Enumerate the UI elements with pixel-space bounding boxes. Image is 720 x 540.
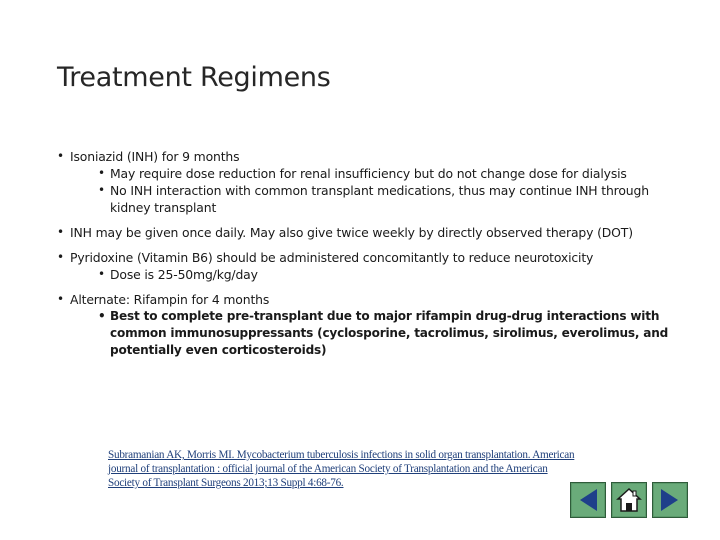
next-button[interactable] bbox=[652, 482, 688, 518]
bullet-item bbox=[57, 148, 677, 216]
bullet-item bbox=[57, 291, 677, 359]
bullet-dot: • bbox=[98, 183, 105, 197]
bullet-text: Isoniazid (INH) for 9 months bbox=[70, 149, 240, 164]
sub-bullet-text: Best to complete pre-transplant due to major rifampin drug-drug interactions with common immunosuppressants (cyclosporine, tacrolimus, sirolimus, everolimus, and potentially even corticosteroids) bbox=[110, 309, 669, 357]
previous-button[interactable] bbox=[570, 482, 606, 518]
slide-title: Treatment Regimens bbox=[57, 62, 331, 93]
bullet-list bbox=[57, 148, 677, 367]
sub-bullet-text: Dose is 25-50mg/kg/day bbox=[110, 267, 258, 282]
bullet-item bbox=[57, 249, 677, 283]
home-icon bbox=[612, 483, 646, 517]
sub-bullet-item bbox=[70, 182, 677, 216]
sub-bullet-text: May require dose reduction for renal insufficiency but do not change dose for dialysis bbox=[110, 166, 627, 181]
sub-bullet-text: No INH interaction with common transplant medications, thus may continue INH through kidney transplant bbox=[110, 183, 649, 215]
bullet-dot: • bbox=[98, 309, 106, 323]
arrow-right-icon bbox=[653, 483, 687, 517]
bullet-dot: • bbox=[57, 225, 64, 239]
home-button[interactable] bbox=[611, 482, 647, 518]
bullet-dot: • bbox=[98, 267, 105, 281]
sub-bullet-item bbox=[70, 308, 677, 359]
arrow-left-icon bbox=[571, 483, 605, 517]
bullet-text: Pyridoxine (Vitamin B6) should be administered concomitantly to reduce neurotoxicity bbox=[70, 250, 594, 265]
bullet-text: INH may be given once daily. May also give twice weekly by directly observed therapy (DOT) bbox=[70, 225, 633, 240]
sub-bullet-item bbox=[70, 165, 677, 182]
bullet-item bbox=[57, 224, 677, 241]
bullet-dot: • bbox=[98, 166, 105, 180]
sub-bullet-item bbox=[70, 266, 677, 283]
bullet-dot: • bbox=[57, 292, 64, 306]
bullet-dot: • bbox=[57, 149, 64, 163]
bullet-text: Alternate: Rifampin for 4 months bbox=[70, 292, 270, 307]
citation-link[interactable]: Subramanian AK, Morris MI. Mycobacterium tuberculosis infections in solid organ transplantation. American journal of transplantation : official journal of the American Society of Transplantation and the American Society of Transplant Surgeons 2013;13 Suppl 4:68-76. bbox=[108, 449, 575, 489]
bullet-dot: • bbox=[57, 250, 64, 264]
